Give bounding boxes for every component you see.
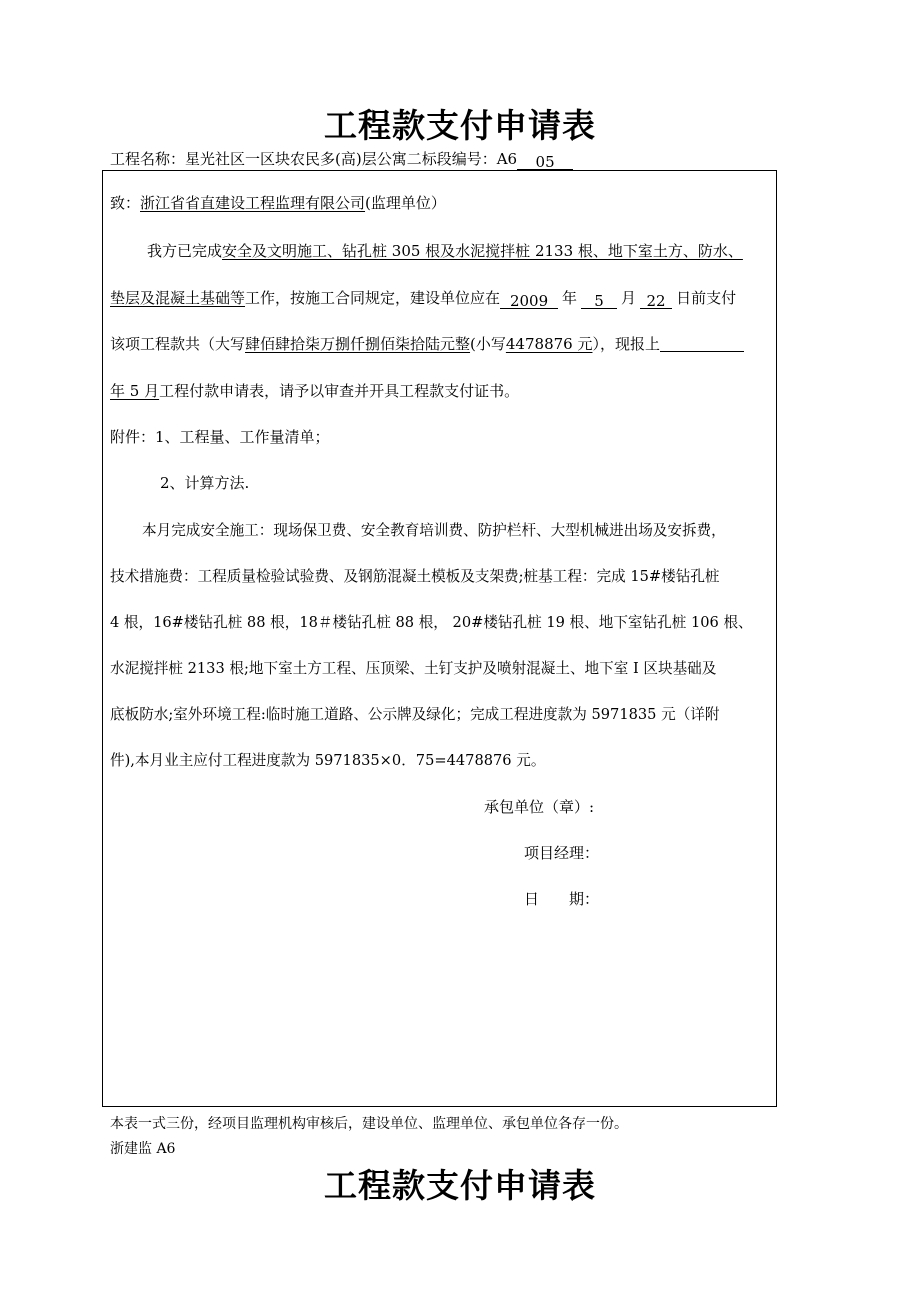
addressee-prefix: 致： bbox=[110, 194, 141, 212]
year-label: 年 bbox=[562, 289, 578, 307]
attachment-2: 2、计算方法. bbox=[160, 474, 250, 492]
detail-line: 技术措施费：工程质量检验试验费、及钢筋混凝土模板及支架费;桩基工程：完成 15#楼钻孔桩 bbox=[110, 568, 720, 585]
month-label: 月 bbox=[621, 289, 637, 307]
pay-year: 2009 bbox=[500, 292, 558, 309]
detail-line: 件),本月业主应付工程进度款为 5971835×0．75=4478876 元。 bbox=[110, 752, 546, 769]
form-code: 浙建监 A6 bbox=[110, 1141, 176, 1157]
amount-in-figures: 4478876 元 bbox=[505, 335, 593, 353]
body-line-1 bbox=[147, 240, 743, 261]
report-blank bbox=[660, 335, 744, 352]
body-text: (小写 bbox=[470, 335, 506, 353]
completed-work: 安全及文明施工、钻孔桩 305 根及水泥搅拌桩 2133 根、地下室土方、防水、 bbox=[222, 242, 743, 260]
body-line-4 bbox=[110, 380, 519, 401]
detail-line: 底板防水;室外环境工程:临时施工道路、公示牌及绿化；完成工程进度款为 5971835 元（详附 bbox=[110, 706, 720, 723]
report-period: 年 5 月 bbox=[110, 382, 160, 400]
addressee-line bbox=[110, 192, 446, 213]
amount-in-words: 肆佰肆拾柒万捌仟捌佰柒拾陆元整 bbox=[245, 335, 471, 353]
project-manager-label: 项目经理： bbox=[524, 844, 600, 862]
project-name-label: 工程名称：星光社区一区块农民多(高)层公寓二标段编号：A6 bbox=[110, 150, 518, 168]
body-text: 工作，按施工合同规定，建设单位应在 bbox=[245, 289, 501, 307]
project-header bbox=[110, 148, 573, 170]
attachment-1: 附件：1、工程量、工作量清单； bbox=[110, 428, 330, 446]
detail-line: 水泥搅拌桩 2133 根;地下室土方工程、压顶梁、土钉支护及喷射混凝土、地下室 I 区块基础及 bbox=[110, 660, 717, 677]
page-title: 工程款支付申请表 bbox=[324, 106, 596, 145]
completed-work-cont: 垫层及混凝土基础等 bbox=[110, 289, 246, 307]
body-text: 工程付款申请表，请予以审查并开具工程款支付证书。 bbox=[159, 382, 520, 400]
body-text: 我方已完成 bbox=[147, 242, 223, 260]
day-label: 日前支付 bbox=[676, 289, 737, 307]
supervision-unit: 浙江省省直建设工程监理有限公司 bbox=[140, 194, 366, 212]
pay-month: 5 bbox=[581, 292, 617, 309]
contractor-seal-label: 承包单位（章）: bbox=[484, 798, 595, 816]
body-text: 该项工程款共（大写 bbox=[110, 335, 246, 353]
pay-day: 22 bbox=[640, 292, 672, 309]
body-text: ），现报上 bbox=[592, 335, 660, 353]
body-line-2 bbox=[110, 287, 736, 309]
detail-line: 本月完成安全施工：现场保卫费、安全教育培训费、防护栏杆、大型机械进出场及安拆费， bbox=[142, 522, 726, 539]
body-line-3 bbox=[110, 333, 744, 354]
footer-note: 本表一式三份，经项目监理机构审核后，建设单位、监理单位、承包单位各存一份。 bbox=[110, 1116, 628, 1132]
detail-line: 4 根，16#楼钻孔桩 88 根，18＃楼钻孔桩 88 根， 20#楼钻孔桩 19 根、地下室钻孔桩 106 根、 bbox=[110, 614, 753, 631]
form-frame bbox=[102, 170, 777, 1107]
page-title-repeat: 工程款支付申请表 bbox=[324, 1166, 596, 1205]
addressee-suffix: (监理单位） bbox=[365, 194, 446, 212]
form-number: 05 bbox=[517, 153, 573, 170]
date-label: 日 期： bbox=[524, 890, 600, 908]
